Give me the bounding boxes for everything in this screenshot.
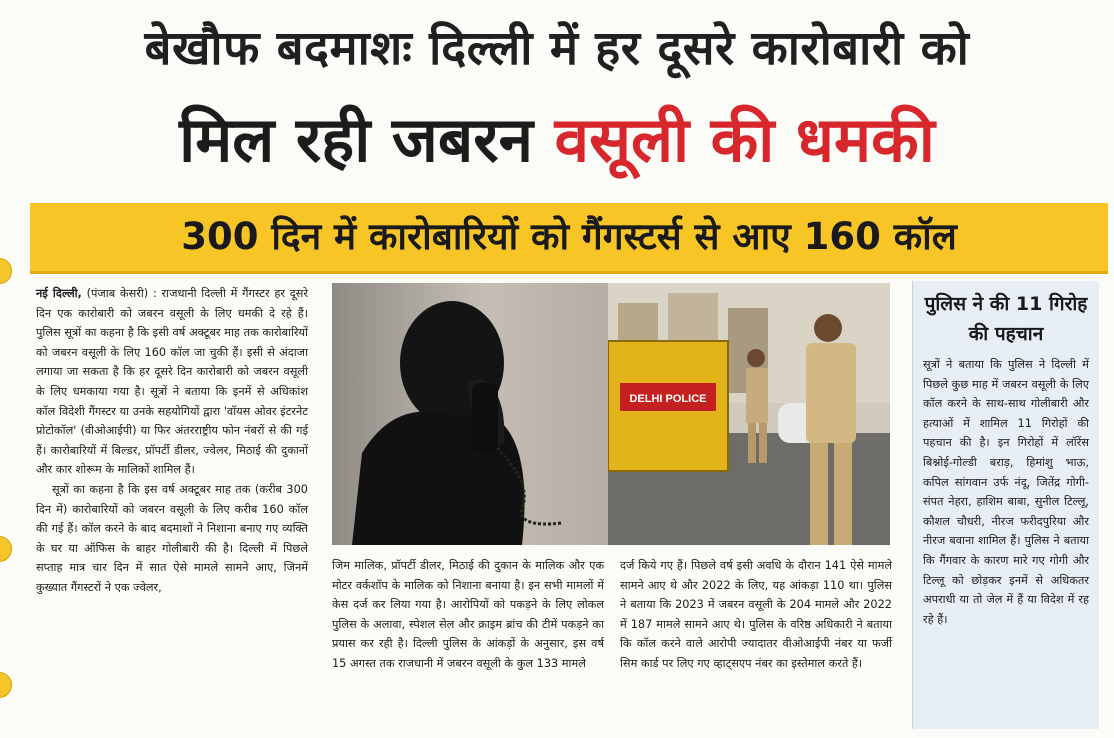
article-column-3 [620,556,892,674]
police-barricade-image [608,283,890,545]
headline-line-2 [0,96,1114,180]
headline-black-part: मिल रही जबरन [179,103,555,176]
sidebar-body [913,349,1099,629]
article-column-2 [332,556,604,674]
sidebar-title: पुलिस ने की 11 गिरोह की पहचान [924,293,1088,345]
photo-delhi-police-barricade [608,283,890,545]
headline-line-1: बेखौफ बदमाशः दिल्ली में हर दूसरे कारोबारी को [144,21,970,76]
photo-man-on-phone [332,283,608,545]
article-column-1 [36,284,308,598]
sidebar-box [912,281,1099,729]
phone-silhouette-image [332,283,608,545]
article-col3-text: दर्ज किये गए हैं। पिछले वर्ष इसी अवधि के दौरान 141 ऐसे मामले सामने आए थे और 2022 के लिए, यह आंकड़ा 110 था। पुलिस ने बताया कि 2023 में जबरन वसूली के 204 मामले और 2022 में 187 मामले सामने आए थे। पुलिस के वरिष्ठ अधिकारी ने बताया कि कॉल करने वाले आरोपी ज्यादातर वीओआईपी नंबर या फर्जी सिम कार्ड पर लिए गए व्हाट्सएप नंबर का इस्तेमाल करते हैं। [620,559,892,670]
margin-bullet [0,672,12,698]
subheadline-banner: 300 दिन में कारोबारियों को गैंगस्टर्स से आए 160 कॉल [30,203,1108,274]
headline-red-part: वसूली की धमकी [554,103,935,176]
barricade-label: DELHI POLICE [629,393,707,405]
article-para-1: (पंजाब केसरी) : राजधानी दिल्ली में गैंगस्टर हर दूसरे दिन एक कारोबारी को जबरन वसूली के लिए धमकी दे रहे हैं। पुलिस सूत्रों का कहना है कि इसी वर्ष अक्टूबर माह तक कारोबारियों को जबरन वसूली के लिए 160 कॉल जा चुकी हैं। इसी से अंदाजा लगाया जा सकता है कि हर दूसरे दिन कारोबारी को जबरन वसूली के लिए धमकाया गया है। सूत्रों ने बताया कि इनमें से अधिकांश कॉल विदेशी गैंगस्टर या उनके सहयोगियों द्वारा 'वॉयस ओवर इंटरनेट प्रोटोकॉल' (वीओआईपी) या फिर अंतरराष्ट्रीय फोन नंबरों से की गई हैं। कारोबारियों में बिल्डर, प्रॉपर्टी डीलर, ज्वेलर, मिठाई की दुकानों और कार शोरूम के मालिकों शामिल हैं। [36,287,308,477]
article-col2-text: जिम मालिक, प्रॉपर्टी डीलर, मिठाई की दुकान के मालिक और एक मोटर वर्कशॉप के मालिक को निशाना बनाया है। इन सभी मामलों में केस दर्ज कर लिया गया है। आरोपियों को पकड़ने के लिए लोकल पुलिस के अलावा, स्पेशल सेल और क्राइम ब्रांच की टीमें पकड़ने का प्रयास कर रही है। दिल्ली पुलिस के आंकड़ों के अनुसार, इस वर्ष 15 अगस्त तक राजधानी में जबरन वसूली के कुल 133 मामले [332,559,604,670]
sidebar-text: सूत्रों ने बताया कि पुलिस ने दिल्ली में पिछले कुछ माह में जबरन वसूली के लिए कॉल करने के साथ-साथ गोलीबारी और हत्याओं में शामिल 11 गिरोहों की पहचान की है। इन गिरोहों में लॉरेंस बिश्नोई-गोल्डी बराड़, हिमांशु भाऊ, कपिल सांगवान उर्फ नंदू, जितेंद्र गोगी-संपत नेहरा, हाशिम बाबा, सुनील टिल्लू, कौशल चौधरी, नीरज फरीदपुरिया और नीरज बवाना शामिल हैं। पुलिस ने बताया कि गैंगवार के कारण मारे गए गोगी और टिल्लू को छोड़कर इनमें से अधिकतर अपराधी या तो जेल में हैं या विदेश में रह रहे हैं। [923,358,1089,626]
margin-bullet [0,258,12,284]
dateline: नई दिल्ली, [36,287,82,300]
margin-bullet [0,536,12,562]
article-para-2: सूत्रों का कहना है कि इस वर्ष अक्टूबर माह तक (करीब 300 दिन में) कारोबारियों को जबरन वसूली के लिए करीब 160 कॉल की गई हैं। कॉल करने के बाद बदमाशों ने निशाना बनाए गए व्यक्ति के घर या ऑफिस के बाहर गोलीबारी की है। दिल्ली में पिछले सप्ताह मात्र चार दिन में सात ऐसे मामले सामने आए, जिनमें कुख्यात गैंगस्टरों ने एक ज्वेलर, [36,482,308,594]
